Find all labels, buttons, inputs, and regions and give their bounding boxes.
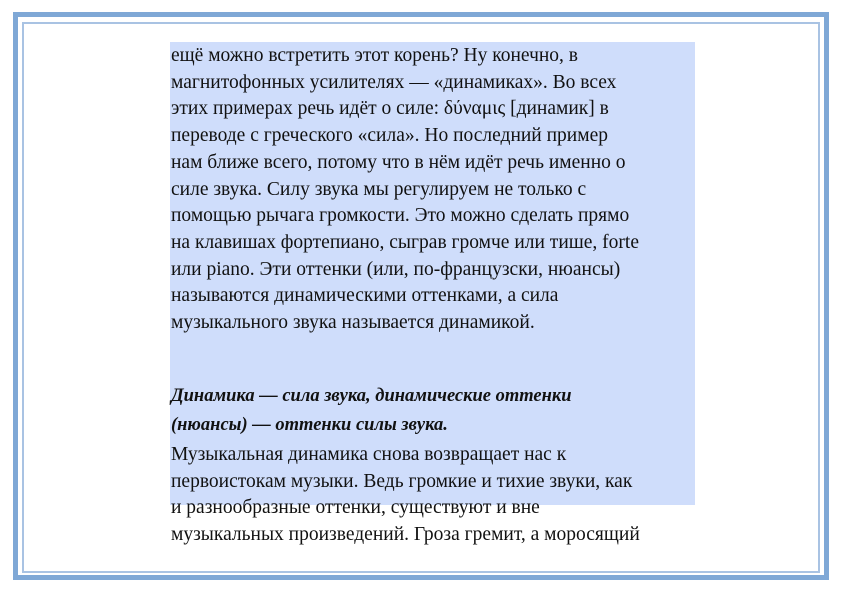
- text-line: нам ближе всего, потому что в нём идёт речь именно о: [171, 151, 626, 173]
- text-line: этих примерах речь идёт о силе: δύναμις [динамик] в: [171, 98, 609, 120]
- definition-paragraph: [171, 382, 572, 439]
- definition-line: Динамика — сила звука, динамические оттенки: [171, 386, 572, 406]
- text-line: Музыкальная динамика снова возвращает нас к: [171, 444, 567, 465]
- text-line: на клавишах фортепиано, сыграв громче или тише, forte: [171, 231, 639, 253]
- text-line: помощью рычага громкости. Это можно сделать прямо: [171, 205, 630, 227]
- text-line: называются динамическими оттенками, а сила: [171, 285, 559, 307]
- text-line: ещё можно встретить этот корень? Ну конечно, в: [171, 45, 579, 66]
- text-panel: [170, 42, 695, 546]
- text-line: магнитофонных усилителях — «динамиках». Во всех: [171, 71, 617, 93]
- text-line: и разнообразные оттенки, существуют и вне: [171, 497, 540, 519]
- definition-line: (нюансы) — оттенки силы звука.: [171, 414, 448, 435]
- paragraph-dynamics-origins: [171, 442, 640, 549]
- text-line: переводе с греческого «сила». Но последний пример: [171, 125, 608, 147]
- text-line: музыкальных произведений. Гроза гремит, а моросящий: [171, 524, 640, 546]
- text-line: первоистокам музыки. Ведь громкие и тихие звуки, как: [171, 470, 633, 492]
- paragraph-dynamics-intro: [171, 43, 639, 337]
- text-line: силе звука. Силу звука мы регулируем не только с: [171, 178, 587, 200]
- text-line: музыкального звука называется динамикой.: [171, 312, 535, 334]
- text-line: или piano. Эти оттенки (или, по-французски, нюансы): [171, 258, 621, 280]
